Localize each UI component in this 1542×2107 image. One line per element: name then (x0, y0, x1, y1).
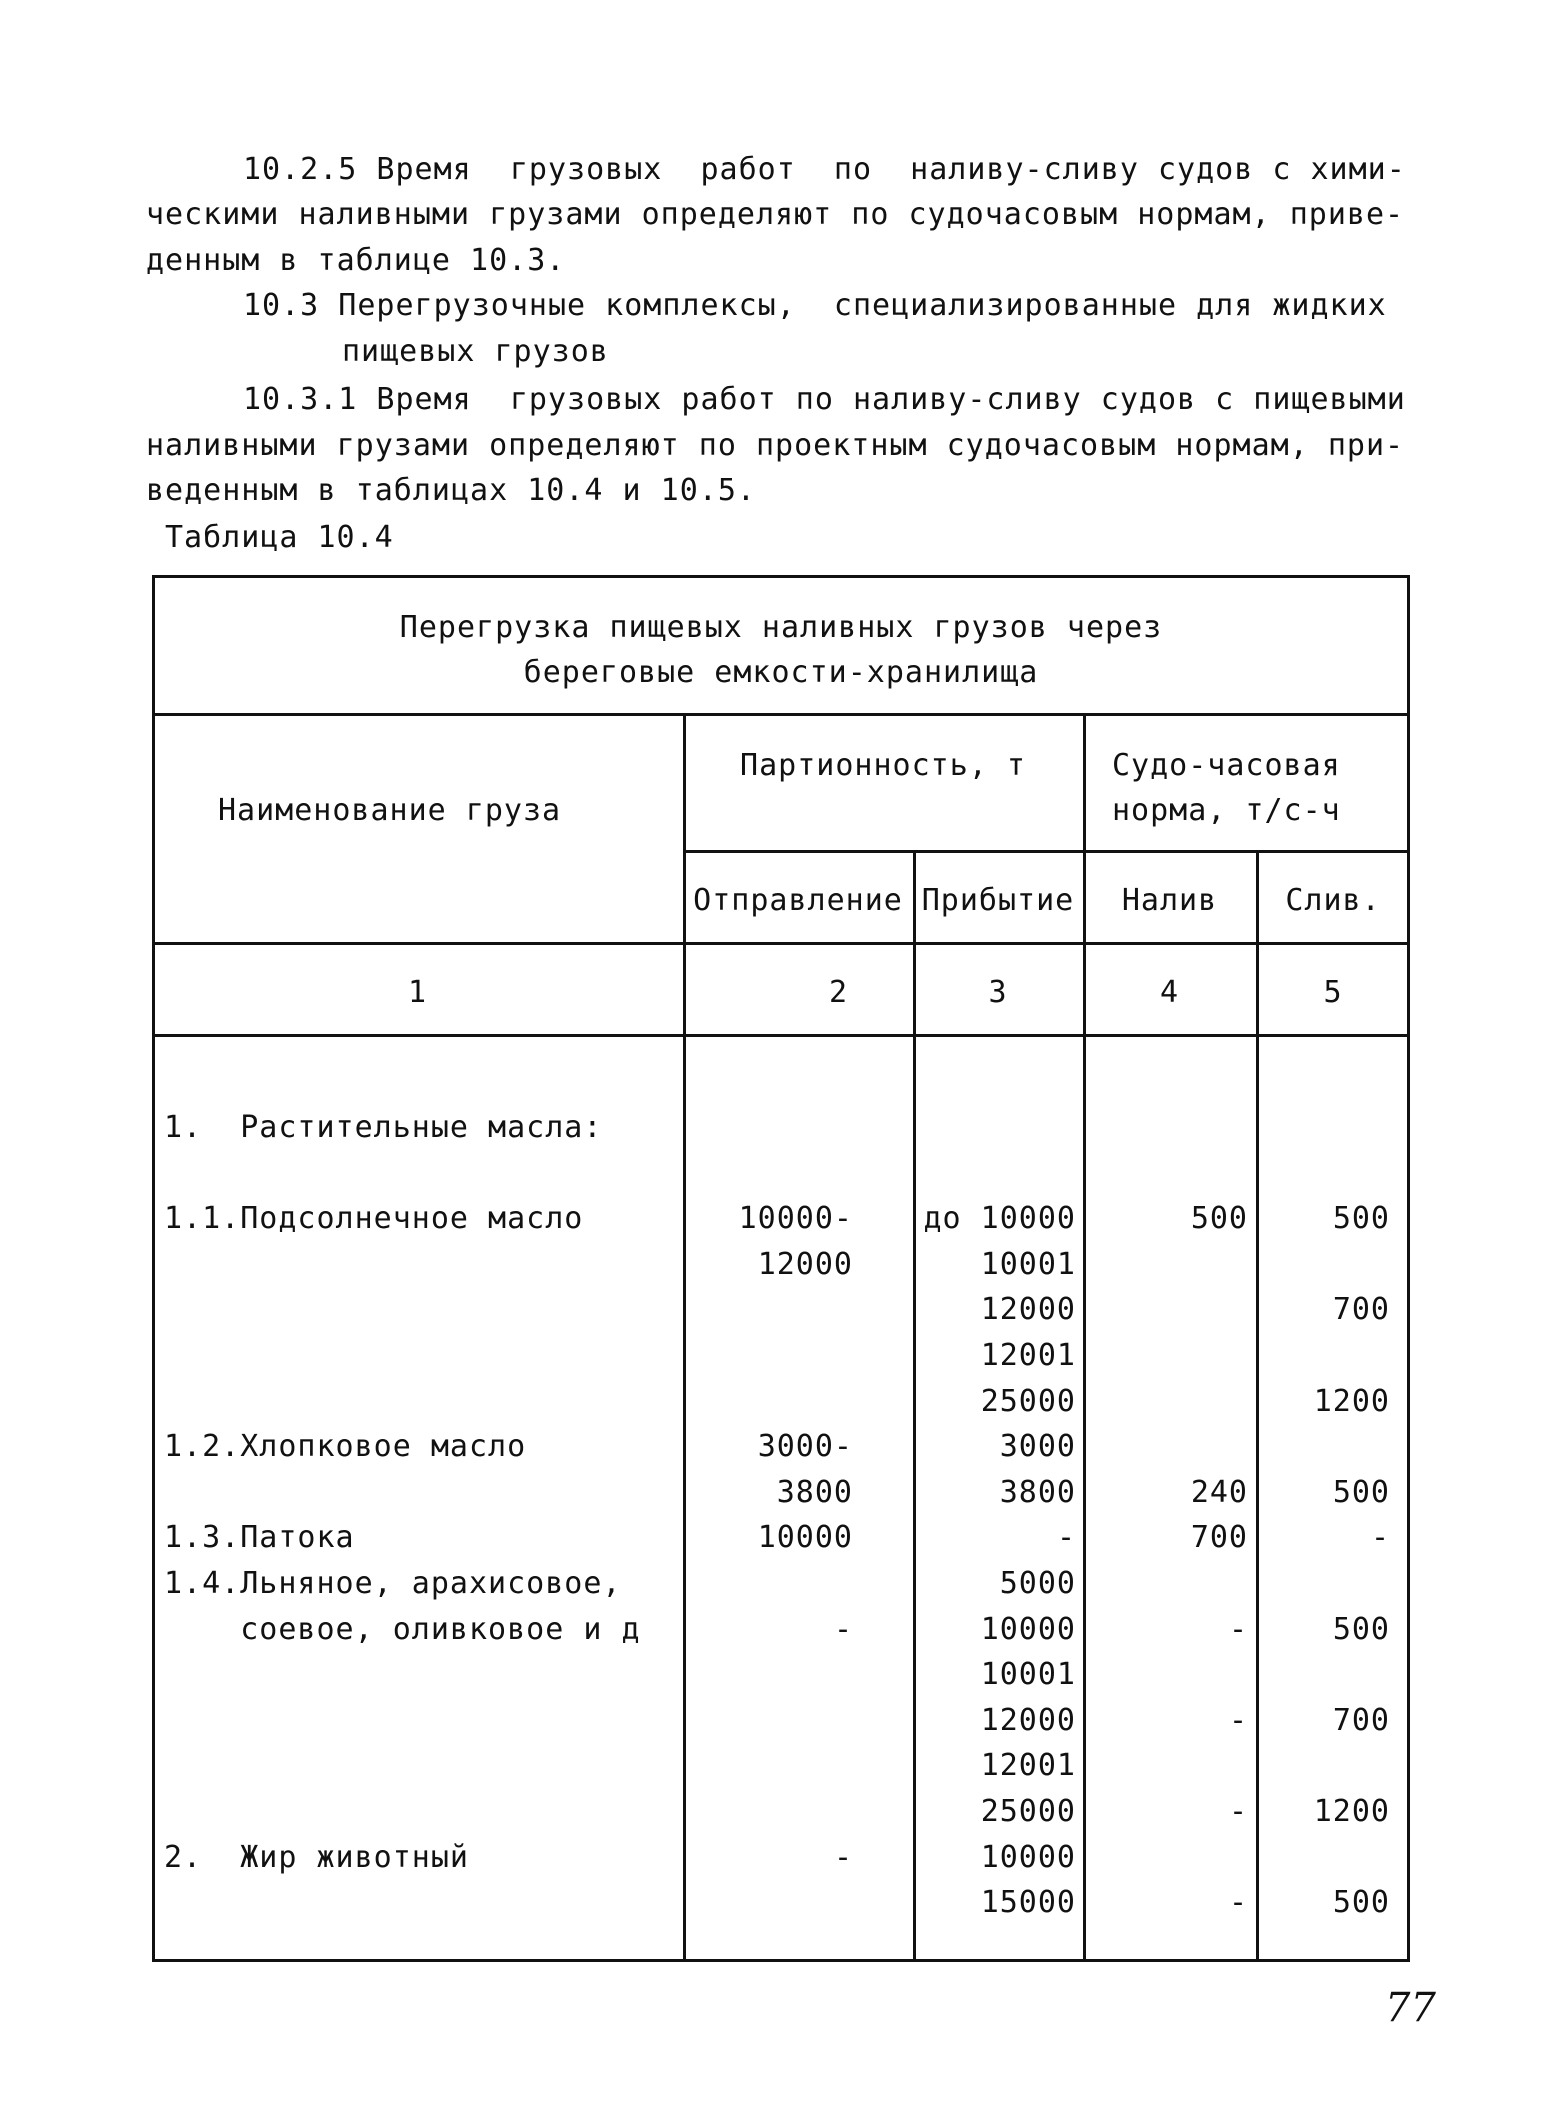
cell-fill: 240 (1190, 1475, 1248, 1510)
col-number-4: 4 (1159, 975, 1180, 1010)
header-ship-hour-norm-line-1: Судо-часовая (1112, 748, 1341, 783)
cell-arrival: 15000 (980, 1885, 1076, 1920)
cell-fill: 700 (1190, 1520, 1248, 1555)
rule-col-batch-norm (1083, 713, 1086, 850)
cell-drain: 1200 (1313, 1794, 1390, 1829)
cell-fill: - (1228, 1612, 1248, 1647)
para-10-3-1-line-3: веденным в таблицах 10.4 и 10.5. (146, 473, 756, 508)
table-label: Таблица 10.4 (165, 520, 394, 555)
rule-subheader-top (683, 850, 1410, 853)
cell-departure: 10000- (738, 1201, 853, 1236)
cell-drain: 500 (1332, 1885, 1390, 1920)
cell-arrival: 10001 (980, 1247, 1076, 1282)
col-number-3: 3 (988, 975, 1008, 1010)
cell-departure: 3000- (757, 1429, 853, 1464)
cell-departure: - (833, 1612, 853, 1647)
cell-arrival: 12000 (980, 1292, 1076, 1327)
cell-drain: 700 (1332, 1292, 1390, 1327)
cell-drain: - (1370, 1520, 1390, 1555)
header-cargo-name: Наименование груза (218, 793, 562, 828)
section-heading-line-1: 10.3 Перегрузочные комплексы, специализированные для жидких (243, 288, 1387, 323)
para-10-3-1-line-2: наливными грузами определяют по проектным судочасовым нормам, при- (146, 428, 1405, 463)
para-10-2-5-line-2: ческими наливными грузами определяют по судочасовым нормам, приве- (146, 197, 1405, 232)
header-departure: Отправление (693, 883, 903, 918)
header-arrival: Прибытие (921, 883, 1075, 918)
rule-title-bottom (152, 713, 1410, 716)
cell-departure: 10000 (757, 1520, 853, 1555)
cell-arrival: 12000 (980, 1703, 1076, 1738)
cell-cargo-name: 1.3.Патока (164, 1520, 355, 1555)
cell-drain: 500 (1332, 1475, 1390, 1510)
cell-drain: 500 (1332, 1201, 1390, 1236)
page-number: 77 (1385, 1985, 1436, 2031)
cell-departure: 12000 (757, 1247, 853, 1282)
cell-arrival: 5000 (999, 1566, 1076, 1601)
cell-arrival: 10001 (980, 1657, 1076, 1692)
cell-fill: - (1228, 1703, 1248, 1738)
table-title-line-2: береговые емкости-хранилища (523, 655, 1039, 690)
cell-fill: - (1228, 1794, 1248, 1829)
cell-fill: 500 (1190, 1201, 1248, 1236)
cell-cargo-name: 1. Растительные масла: (164, 1110, 603, 1145)
header-ship-hour-norm-line-2: норма, т/с-ч (1112, 793, 1341, 828)
cell-fill: - (1228, 1885, 1248, 1920)
col-number-2: 2 (828, 975, 848, 1010)
header-drain: Слив. (1285, 883, 1381, 918)
cell-arrival: 12001 (980, 1338, 1076, 1373)
cell-cargo-name: 1.4.Льняное, арахисовое, (164, 1566, 622, 1601)
cell-cargo-name: соевое, оливковое и д (164, 1612, 641, 1647)
cell-arrival: 3000 (999, 1429, 1076, 1464)
para-10-2-5-line-3: денным в таблице 10.3. (146, 243, 566, 278)
cell-arrival: 3800 (999, 1475, 1076, 1510)
cell-arrival: 12001 (980, 1748, 1076, 1783)
cell-departure: - (833, 1840, 853, 1875)
cell-arrival: 10000 (980, 1840, 1076, 1875)
cell-cargo-name: 2. Жир животный (164, 1840, 469, 1875)
cell-departure: 3800 (776, 1475, 853, 1510)
cell-arrival: до 10000 (923, 1201, 1076, 1236)
para-10-3-1-line-1: 10.3.1 Время грузовых работ по наливу-сливу судов с пищевыми (243, 382, 1406, 417)
col-number-5: 5 (1323, 975, 1343, 1010)
cell-arrival: 25000 (980, 1384, 1076, 1419)
cell-arrival: 25000 (980, 1794, 1076, 1829)
cell-drain: 700 (1332, 1703, 1390, 1738)
cell-arrival: 10000 (980, 1612, 1076, 1647)
table-title-line-1: Перегрузка пищевых наливных грузов через (399, 610, 1163, 645)
rule-colnum-bottom (152, 1034, 1410, 1037)
cell-drain: 500 (1332, 1612, 1390, 1647)
cell-cargo-name: 1.1.Подсолнечное масло (164, 1201, 584, 1236)
header-batch-size: Партионность, т (740, 748, 1026, 783)
cell-drain: 1200 (1313, 1384, 1390, 1419)
cell-arrival: - (1056, 1520, 1076, 1555)
section-heading-line-2: пищевых грузов (342, 334, 609, 369)
rule-header-bottom (152, 942, 1410, 945)
col-number-1: 1 (407, 975, 428, 1010)
cell-cargo-name: 1.2.Хлопковое масло (164, 1429, 527, 1464)
header-fill: Налив (1121, 883, 1218, 918)
para-10-2-5-line-1: 10.2.5 Время грузовых работ по наливу-сливу судов с хими- (243, 152, 1406, 187)
